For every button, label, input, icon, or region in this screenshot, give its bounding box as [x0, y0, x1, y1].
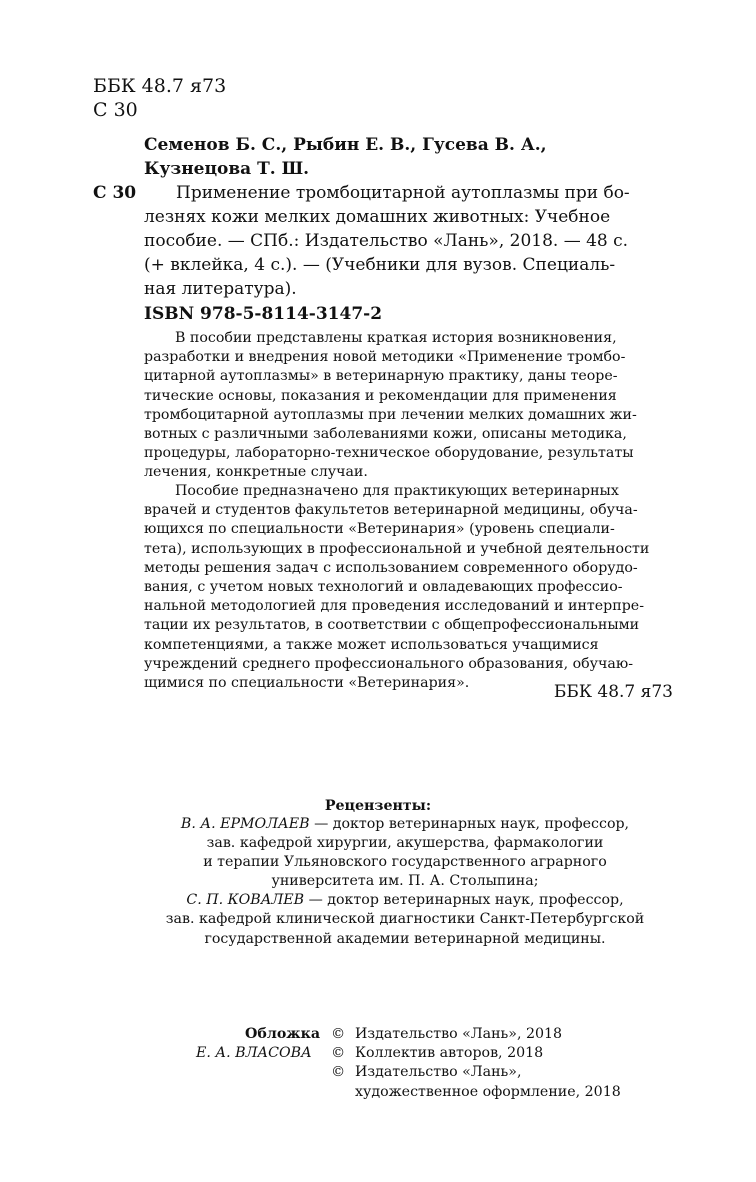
book-title-line: лезнях кожи мелких домашних животных: Учебное — [144, 207, 611, 227]
reviewer-line: В. А. ЕРМОЛАЕВ — доктор ветеринарных наук, профессор, — [180, 816, 630, 832]
audience-line: компетенциями, а также может использоваться учащимися — [144, 636, 599, 653]
book-title-line: пособие. — СПб.: Издательство «Лань», 2018. — 48 с. — [144, 231, 629, 251]
abstract-line: разработки и внедрения новой методики «Применение тромбо- — [144, 349, 626, 366]
reviewer-name: В. А. ЕРМОЛАЕВ — [180, 816, 310, 832]
copyright-icon: © — [331, 1064, 346, 1081]
book-title-line: Применение тромбоцитарной аутоплазмы при бо- — [176, 183, 630, 203]
isbn: ISBN 978-5-8114-3147-2 — [144, 304, 383, 324]
audience-line: тации их результатов, в соответствии с общепрофессиональными — [144, 617, 640, 634]
reviewer-line: государственной академии ветеринарной медицины. — [204, 930, 606, 947]
book-title-line: (+ вклейка, 4 с.). — (Учебники для вузов. Специаль- — [144, 255, 616, 275]
copyright-line: художественное оформление, 2018 — [355, 1083, 621, 1100]
author-sign: С 30 — [93, 99, 138, 121]
reviewer-line: и терапии Ульяновского государственного аграрного — [203, 854, 607, 871]
audience-line: вания, с учетом новых технологий и овладевающих профессио- — [144, 579, 623, 596]
abstract-line: тромбоцитарной аутоплазмы при лечении мелких домашних жи- — [144, 406, 637, 423]
abstract-line: процедуры, лабораторно-техническое оборудование, результаты — [144, 445, 634, 462]
audience-line: щимися по специальности «Ветеринария». — [144, 675, 470, 692]
bbk-code-bottom: ББК 48.7 я73 — [553, 682, 673, 702]
audience-line: врачей и студентов факультетов ветеринарной медицины, обуча- — [144, 502, 638, 519]
copyright-block — [331, 1025, 621, 1102]
audience-line: тета), использующих в профессиональной и учебной деятельности — [144, 540, 650, 557]
abstract-line: тические основы, показания и рекомендации для применения — [144, 387, 617, 404]
reviewer-line: зав. кафедрой хирургии, акушерства, фармакологии — [206, 835, 604, 852]
audience-line: нальной методологией для проведения исследований и интерпре- — [144, 598, 644, 615]
reviewer-name: С. П. КОВАЛЕВ — [186, 892, 305, 909]
bbk-code: ББК 48.7 я73 — [93, 75, 227, 97]
reviewers-block — [0, 815, 756, 949]
audience-line: ющихся по специальности «Ветеринария» (уровень специали- — [144, 521, 615, 538]
abstract-line: вотных с различными заболеваниями кожи, описаны методика, — [144, 426, 627, 443]
reviewer-line: университета им. П. А. Столыпина; — [271, 873, 539, 890]
authors-line: Семенов Б. С., Рыбин Е. В., Гусева В. А., — [144, 135, 547, 155]
book-title-line: ная литература). — [144, 279, 297, 299]
abstract-line: лечения, конкретные случаи. — [144, 464, 368, 481]
audience-line: методы решения задач с использованием современного оборудо- — [144, 559, 638, 576]
audience-paragraph — [144, 482, 674, 693]
abstract-line: В пособии представлены краткая история возникновения, — [175, 330, 617, 346]
copyright-line: © Издательство «Лань», — [331, 1063, 621, 1082]
cover-designer: Е. А. ВЛАСОВА — [196, 1045, 312, 1061]
authors-line: Кузнецова Т. Ш. — [144, 159, 310, 179]
audience-line: учреждений среднего профессионального образования, обучаю- — [144, 655, 634, 672]
audience-line: Пособие предназначено для практикующих ветеринарных — [175, 483, 619, 499]
copyright-icon: © — [331, 1026, 346, 1042]
catalog-sign: С 30 — [93, 183, 137, 203]
abstract-paragraph — [144, 329, 674, 483]
copyright-line: © Коллектив авторов, 2018 — [331, 1044, 621, 1063]
cover-label: Обложка — [245, 1026, 321, 1042]
reviewer-line: С. П. КОВАЛЕВ — доктор ветеринарных наук, профессор, — [186, 892, 624, 909]
copyright-line: © Издательство «Лань», 2018 — [331, 1025, 621, 1044]
copyright-icon: © — [331, 1045, 346, 1062]
reviewer-line: зав. кафедрой клинической диагностики Санкт-Петербургской — [165, 911, 645, 928]
abstract-line: цитарной аутоплазмы» в ветеринарную практику, даны теоре- — [144, 368, 618, 385]
authors — [144, 133, 547, 181]
reviewers-heading: Рецензенты: — [324, 798, 432, 814]
